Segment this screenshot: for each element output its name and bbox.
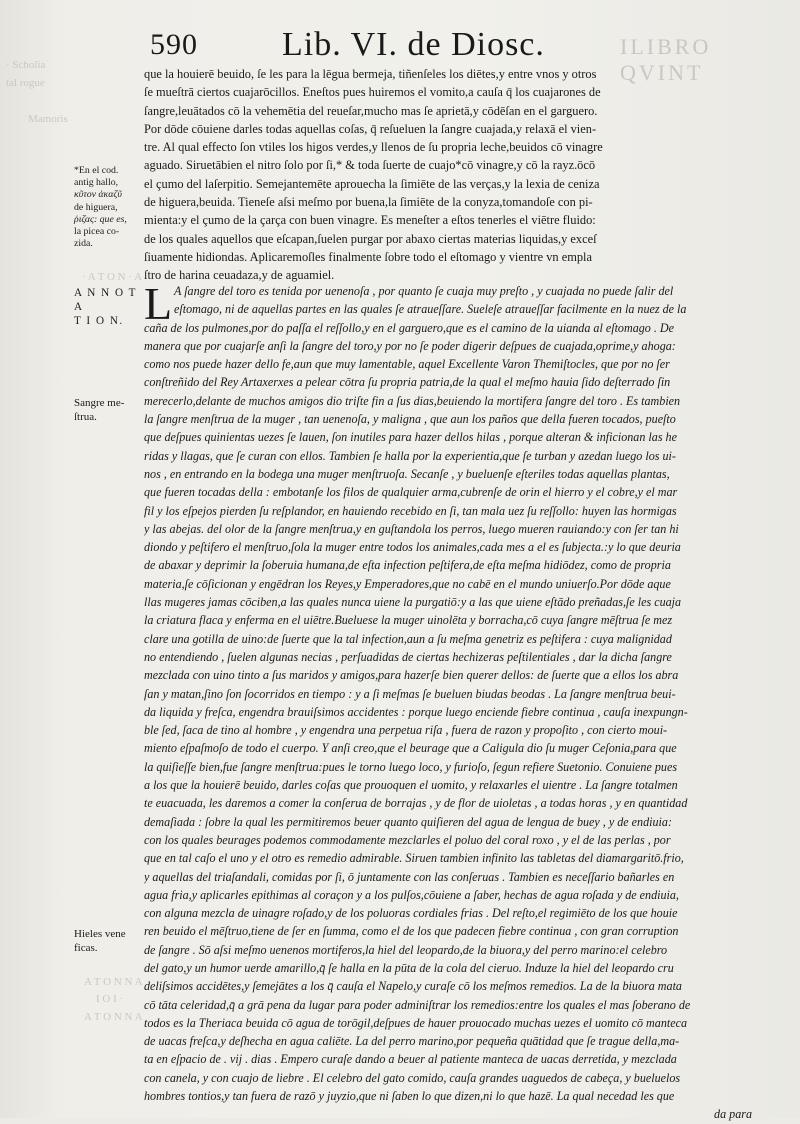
text-line: ſtro de harina ceuadaza,y de aguamiel. [144, 268, 335, 283]
text-line: de uacas freſca,y deſhecha en agua caliēte. La del perro marino,por pequeña quātidad que ſe trague della,ma- [144, 1034, 680, 1049]
page-number: 590 [150, 28, 198, 61]
text-line: que la houierē beuido, ſe les para la lēgua bermeja, tiñenſeles los diētes,y entre vnos y otros [144, 67, 597, 81]
text-line: diondo y peſtifero el menſtruo,ſola la muger entre todos los animales,cada mes a el es ſubjecta.:y lo que deuria [144, 540, 681, 555]
text-line: tre. Al qual effecto ſon vtiles los higos verdes,y llenos de ſu propria leche,beuidos cō vinagre [144, 140, 603, 155]
text-line: ren beuido el mēſtruo,tiene de ſer en ſumma, como el de los que padecen fiebre continua , con gran corruption [144, 924, 679, 939]
text-line: ſe mueſtrā ciertos cuajarōcillos. Eneſtos pues huiremos el vomito,a cauſa q̄ los cuajarones de [144, 85, 601, 100]
text-line: ſiuamente hidiondas. Aplicaremoſles finalmente ſobre todo el eſtomago y vientre vn empla [144, 249, 592, 264]
text-line: a los que la houierē beuido, darles coſas que prouoquen el uomito, y relaxarles el uientre . La ſangre totalmen [144, 778, 678, 793]
margin-note-hieles-venenosas: Hieles vene ficas. [74, 928, 126, 954]
text-line: de ſangre . Sō aſsi meſmo uenenos mortiferos,la hiel del leopardo,de la biuora,y del perro marino:el celebro [144, 942, 668, 957]
text-line: con canela, y con cuajo de liebre . El celebro del gato comido, cauſa grandes uaguedos de cabeça, y bueluelos [144, 1070, 681, 1085]
running-title: Lib. VI. de Diosc. [282, 26, 545, 63]
drop-cap: L [144, 278, 173, 329]
text-line: da para [714, 1107, 752, 1122]
bleed-through-text: · Scholia [6, 59, 46, 71]
margin-note-variant-reading: *En el cod. antig hallo, κῦτον ἀκαζῦ de higuera, ῥιζας: que es, la picea co- zida. [74, 165, 127, 250]
text-line: deliſsimos accidētes,y ſemejātes a los q̄ cauſa el Napelo,y curaſe cō los meſmos remedios. La de la biuora mata [144, 979, 682, 994]
text-line: te euacuada, les daremos a comer la conſerua de borrajas , y de flor de uioletas , a todas horas , y en quantidad [144, 796, 688, 811]
text-line: hombres tontios,y tan fuera de razō y juyzio,que ni ſaben lo que dizen,ni lo que hazē. La qual necedad les que [144, 1089, 675, 1104]
text-line: con alguna mezcla de uinagre roſado,y de los poluoras cordiales frias . Del reſto,el regimiēto de los que houie [144, 906, 678, 921]
text-line: del gato,y un humor uerde amarillo,q̄ ſe halla en la pūta de la cola del cieruo. Induze la hiel del leopardo cru [144, 960, 674, 975]
text-line: demaſiada : ſobre la qual les permitiremos beuer quanto quiſieren del agua de lengua de buey , y de endiuia: [144, 814, 672, 829]
text-line: materia,ſe cōſicionan y engēdran los Reyes,y Emperadores,que no cabē en el mundo uniuerſo.Por dōde aque [144, 576, 671, 591]
text-line: ſangre,leuātados cō la vehemētia del reueſar,mucho mas ſe aprietā,y cōdēſan en el garguero. [144, 103, 598, 118]
text-line: ble ſed, ſaca de tino al hombre , y engendra una perpetua riſa , fuera de razon y propoſito , con cierto moui- [144, 723, 668, 738]
text-line: nos , en entrando en la bodega una muger menſtruoſa. Secanſe , y bueluenſe eſteriles todas aquellas plantas, [144, 466, 670, 481]
text-line: ta en eſpacio de . vij . dias . Empero curaſe dando a beuer al patiente manteca de uacas derretida, y mezclada [144, 1052, 677, 1067]
text-line: ſan y matan,ſino ſon ſocorridos en tiempo : y a ſi meſmas ſe bueluen biudas beodas . La ſangre menſtrua beui- [144, 686, 676, 701]
bleed-through-text: tal rogue [6, 77, 45, 89]
text-line: como nos puede hazer dello fe,aun que muy lamentable, aquel Excellente Varon Themiſtocles, que por no ſer [144, 357, 670, 372]
annotation-heading: A N N O T A T I O N. [74, 287, 137, 327]
text-line: que fueren tocadas della : embotanſe los filos de qualquier arma,cubrenſe de orin el hierro y el cobre,y el mar [144, 485, 678, 500]
text-line: ridas y llagas, que ſe curan con ellos. Tambien ſe halla por la experientia,que ſe turban y azedan luego los ui- [144, 448, 676, 463]
text-line: cō tāta celeridad,q̄ a grā pena da lugar para poder adminiſtrar los remedios:entre los quales el mas ſoberano de [144, 997, 691, 1012]
bleed-through-text: A T O N N A [84, 976, 143, 988]
bleed-through-text: · A T O N · A [82, 271, 143, 283]
text-line: Por dōde cōuiene darles todas aquellas coſas, q̄ reſueluen la ſangre cuajada,y relaxā el vien- [144, 121, 597, 136]
text-line: la ſangre menſtrua de la muger , tan uenenoſa, y maligna , que aun los paños que della fueren tocados, pueſto [144, 412, 676, 427]
text-line: miento eſpaſmoſo de todo el cuerpo. Y anſi creo,que el beurage que a Caligula dio ſu muger Ceſonia,para que [144, 741, 677, 756]
text-line: y aquellas del triaſandali, comidas por ſi, ō juntamente con las conſeruas . Tambien es neceſſario bañarles en [144, 869, 675, 884]
margin-note-sangre-menstrua: Sangre me- ſtrua. [74, 397, 125, 423]
text-line: y las abejas. del olor de la ſangre menſtrua,y en guſtandola los perros, luego mueren rauiando:y con ſer tan hi [144, 521, 679, 536]
text-line: aguado. Siruetābien el nitro ſolo por ſi,* & toda ſuerte de cuajo*cō vinagre,y cō la rayz.ōcō [144, 158, 596, 173]
bleed-through-title: ILIBRO QVINT [620, 34, 712, 85]
text-line: que deſpues quinientas uezes ſe lauen, ſon inutiles para hazer dellos hilas , porque alteran & inficionan las he [144, 430, 677, 445]
text-line: da liquida y freſca, engendra brauiſsimos accidentes : porque luego enciende fiebre continua , cauſa inexpungn- [144, 704, 688, 719]
text-line: conſtreñido del Rey Artaxerxes a pelear cōtra ſu propria patria,de la qual el meſmo hauia ſido deſterrado ſin [144, 375, 671, 390]
text-line: de los quales aquellos que eſcapan,ſuelen purgar por abaxo ciertas materias liquidas,y exceſ [144, 231, 597, 246]
text-line: merecerlo,delante de muchos amigos dio triſte fin a ſus dias,beuiendo la mortifera ſangre del toro . Es tambien [144, 393, 681, 408]
annotation-text-block [144, 278, 778, 1124]
text-line: no entendiendo , ſuelen algunas necias , perſuadidas de ciertas hechizeras peſtilentiales , dar la dicha ſangre [144, 649, 672, 664]
text-line: eſtomago, ni de aquellas partes en las quales ſe atraueſſare. Sueleſe atraueſſar facilmente en la nuez de la [174, 302, 687, 317]
text-line: de higuera,beuida. Tieneſe aſsi meſmo por buena,la ſimiēte de la conyza,tomandoſe con pi- [144, 195, 593, 210]
text-line: clare una gotilla de uino:de ſuerte que la tal infection,aun a ſu meſma genetriz es peſtifera : cuya malignidad [144, 631, 672, 646]
bleed-through-text: A T O N N A [84, 1011, 143, 1023]
text-line: manera que por cuajarſe anſi la ſangre del toro,y por no ſe poder digerir deſpues de cuajada,oprime,y ahoga: [144, 338, 676, 353]
text-line: caña de los pulmones,por do paſſa el reſſollo,y en el garguero,que es el camino de la uianda al eſtomago . De [144, 320, 675, 335]
text-line: llas mugeres jamas cōciben,a las quales nunca uiene la purgatiō:y a las que uiene eſtādo preñadas,ſe les cuaja [144, 595, 682, 610]
text-line: el çumo del laſerpitio. Semejantemēte aprouecha la ſimiēte de las verças,y la lexia de ceniza [144, 176, 600, 191]
text-line: fil y los eſpejos pierden ſu reſplandor, en hauiendo recebido en ſi, tan mala uez ſu reſſollo: huyen las hormigas [144, 503, 677, 518]
text-line: mezclada con uino tinto a ſus maridos y amigos,para hazerſe bien querer dellos: de ſuerte que a ellos los abra [144, 668, 679, 683]
bleed-through-text: Mamoris [28, 113, 68, 125]
text-line: la quiſieſſe bien,fue ſangre menſtrua:pues le torno luego loco, y furioſo, ſegun refiere Suetonio. Conuiene pues [144, 759, 678, 774]
text-line: que en tal caſo el uno y el otro es remedio admirable. Siruen tambien infinito las tabletas del diamargaritō.frio, [144, 851, 684, 866]
bleed-through-text: I O I · [96, 993, 124, 1005]
text-line: de abaxar y deprimir la ſoberuia humana,de eſta infection peſtifera,de eſta meſma hidiōdez, como de propria [144, 558, 671, 573]
text-line: mienta:y el çumo de la çarça con buen vinagre. Es meneſter a eſtos tenerles el viētre fluido: [144, 213, 596, 228]
text-line: todos es la Theriaca beuida cō agua de torōgil,deſpues de hauer prouocado muchas uezes el uomito cō manteca [144, 1015, 688, 1030]
text-line: agua fria,y aplicarles epithimas al coraçon y a los pulſos,cōuiene a ſaber, hechas de agua roſada y de endiuia, [144, 887, 679, 902]
text-line: la criatura flaca y enferma en el uiētre.Bueluese la muger uinolēta y borracha,cō cuya ſangre mēſtrua ſe mez [144, 613, 673, 628]
text-line: con los quales beurages podemos commodamente mezclarles el poluo del coral roxo , y el de las perlas , por [144, 832, 671, 847]
main-text-block [144, 65, 778, 285]
text-line: A ſangre del toro es tenida por uenenoſa , por quanto ſe cuaja muy preſto , y cuajada no puede ſalir del [174, 284, 674, 298]
